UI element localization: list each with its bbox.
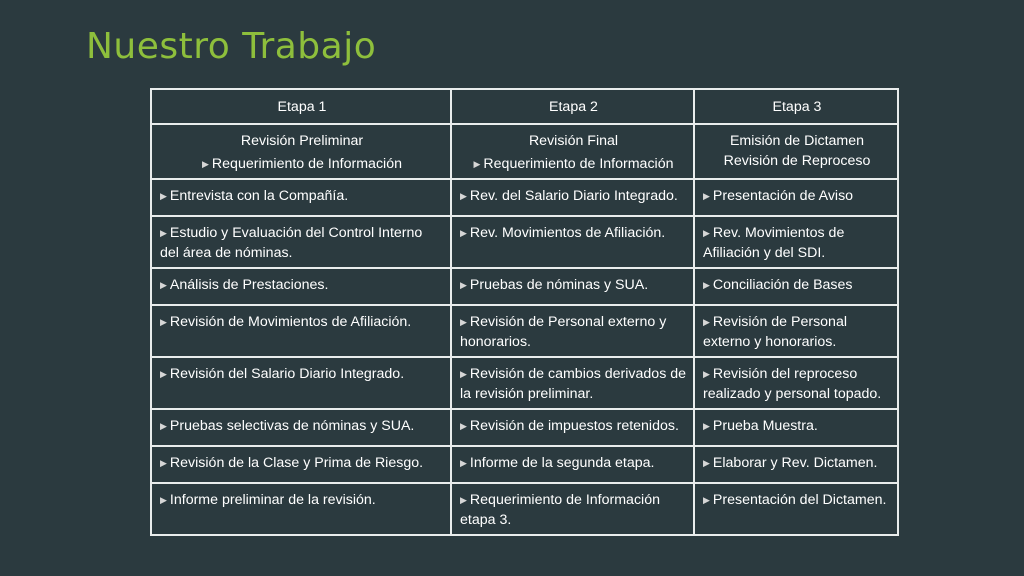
bullet-arrow-icon: ▶: [160, 495, 167, 505]
bullet-arrow-icon: ▶: [703, 317, 710, 327]
table-body: [151, 179, 898, 535]
cell-etapa-2: [451, 409, 694, 446]
cell-text: Informe de la segunda etapa.: [469, 455, 655, 471]
cell-text: Requerimiento de Información etapa 3.: [460, 492, 660, 528]
cell-text: Revisión del Salario Diario Integrado.: [169, 366, 405, 382]
cell-title: Revisión Final: [528, 133, 619, 149]
table-row: [151, 357, 898, 409]
bullet-arrow-icon: ▶: [473, 159, 481, 169]
header-etapa-1: Etapa 1: [151, 89, 451, 124]
work-stages-table: [150, 88, 899, 536]
cell-text: Revisión de Personal externo y honorarios.: [460, 314, 667, 350]
cell-text: Revisión de cambios derivados de la revisión preliminar.: [460, 366, 687, 402]
cell-text: Pruebas de nóminas y SUA.: [469, 277, 649, 293]
bullet-arrow-icon: ▶: [160, 421, 167, 431]
cell-etapa-1: [151, 357, 451, 409]
cell-text: Entrevista con la Compañía.: [169, 188, 349, 204]
cell-etapa-3: [694, 357, 898, 409]
bullet-arrow-icon: ▶: [703, 458, 710, 468]
bullet-arrow-icon: ▶: [460, 458, 467, 468]
cell-text: Informe preliminar de la revisión.: [169, 492, 376, 508]
bullet-arrow-icon: ▶: [703, 228, 710, 238]
cell-text: Estudio y Evaluación del Control Interno del área de nóminas.: [160, 225, 423, 261]
table-row: [151, 216, 898, 268]
header-etapa-3: Etapa 3: [694, 89, 898, 124]
cell-text: Conciliación de Bases: [712, 277, 853, 293]
cell-etapa-1: [151, 446, 451, 483]
bullet-arrow-icon: ▶: [703, 495, 710, 505]
bullet-arrow-icon: ▶: [160, 369, 167, 379]
cell-text: Rev. del Salario Diario Integrado.: [469, 188, 678, 204]
cell-text: Requerimiento de Información: [483, 156, 674, 172]
page-title: Nuestro Trabajo: [86, 26, 377, 67]
cell-etapa-1: [151, 179, 451, 216]
table-row: [151, 268, 898, 305]
cell-stage2-intro: [451, 124, 694, 179]
cell-text: Presentación del Dictamen.: [712, 492, 887, 508]
bullet-arrow-icon: ▶: [460, 369, 467, 379]
bullet-arrow-icon: ▶: [160, 458, 167, 468]
cell-etapa-1: [151, 216, 451, 268]
cell-etapa-3: [694, 483, 898, 535]
cell-text: Presentación de Aviso: [712, 188, 854, 204]
cell-text: Revisión de Personal externo y honorarios.: [703, 314, 847, 350]
cell-etapa-1: [151, 483, 451, 535]
bullet-arrow-icon: ▶: [460, 317, 467, 327]
cell-etapa-2: [451, 357, 694, 409]
bullet-arrow-icon: ▶: [703, 421, 710, 431]
table-row: [151, 179, 898, 216]
cell-title: Revisión Preliminar: [240, 133, 364, 149]
table-row: [151, 124, 898, 179]
bullet-arrow-icon: ▶: [703, 280, 710, 290]
cell-etapa-2: [451, 446, 694, 483]
cell-etapa-3: [694, 409, 898, 446]
bullet-arrow-icon: ▶: [460, 280, 467, 290]
bullet-arrow-icon: ▶: [703, 369, 710, 379]
table-row: [151, 305, 898, 357]
bullet-arrow-icon: ▶: [460, 228, 467, 238]
bullet-arrow-icon: ▶: [460, 421, 467, 431]
cell-etapa-1: [151, 305, 451, 357]
cell-etapa-2: [451, 305, 694, 357]
cell-etapa-3: [694, 179, 898, 216]
cell-text: Requerimiento de Información: [211, 156, 402, 172]
cell-etapa-3: [694, 268, 898, 305]
bullet-arrow-icon: ▶: [460, 495, 467, 505]
cell-etapa-2: [451, 179, 694, 216]
bullet-arrow-icon: ▶: [202, 159, 209, 169]
header-etapa-2: Etapa 2: [451, 89, 694, 124]
cell-text: Rev. Movimientos de Afiliación.: [469, 225, 666, 241]
cell-text: Revisión de impuestos retenidos.: [469, 418, 679, 434]
bullet-arrow-icon: ▶: [460, 191, 467, 201]
cell-text: Rev. Movimientos de Afiliación y del SDI.: [703, 225, 845, 261]
cell-etapa-1: [151, 409, 451, 446]
cell-etapa-3: [694, 216, 898, 268]
cell-stage3-intro: [694, 124, 898, 179]
cell-title: Emisión de Dictamen: [729, 133, 865, 149]
cell-text: Revisión del reproceso realizado y personal topado.: [703, 366, 882, 402]
bullet-arrow-icon: ▶: [160, 317, 167, 327]
header-row: [151, 89, 898, 124]
table-row: [151, 446, 898, 483]
cell-etapa-2: [451, 216, 694, 268]
bullet-arrow-icon: ▶: [160, 228, 167, 238]
cell-etapa-1: [151, 268, 451, 305]
cell-etapa-2: [451, 483, 694, 535]
cell-stage1-intro: [151, 124, 451, 179]
cell-text: Revisión de la Clase y Prima de Riesgo.: [169, 455, 424, 471]
cell-etapa-2: [451, 268, 694, 305]
bullet-arrow-icon: ▶: [160, 280, 167, 290]
cell-etapa-3: [694, 305, 898, 357]
cell-text: Revisión de Movimientos de Afiliación.: [169, 314, 412, 330]
cell-subtitle: Revisión de Reproceso: [723, 153, 871, 169]
cell-etapa-3: [694, 446, 898, 483]
bullet-arrow-icon: ▶: [160, 191, 167, 201]
table-row: [151, 409, 898, 446]
cell-text: Elaborar y Rev. Dictamen.: [712, 455, 878, 471]
cell-text: Pruebas selectivas de nóminas y SUA.: [169, 418, 415, 434]
table-row: [151, 483, 898, 535]
cell-text: Análisis de Prestaciones.: [169, 277, 329, 293]
cell-text: Prueba Muestra.: [712, 418, 818, 434]
bullet-arrow-icon: ▶: [703, 191, 710, 201]
